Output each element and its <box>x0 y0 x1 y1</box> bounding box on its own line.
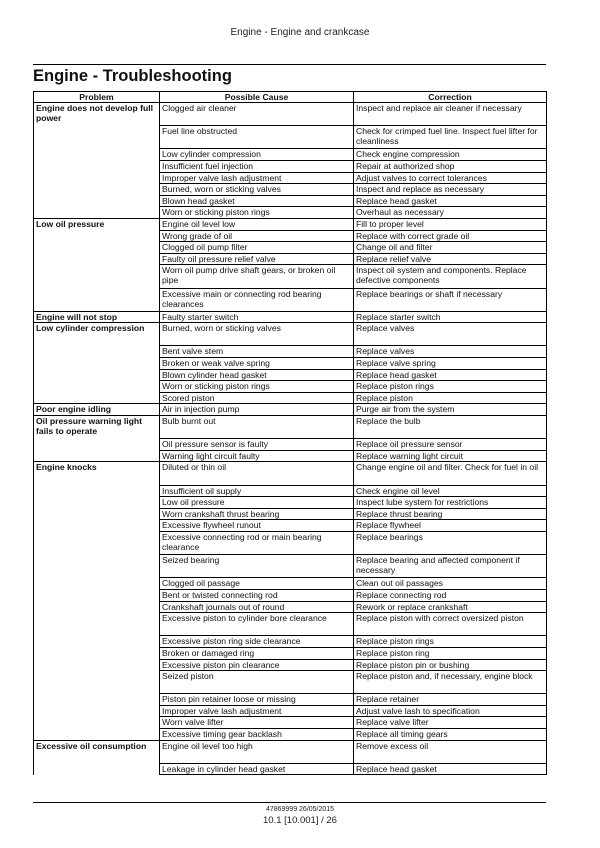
correction-cell: Clean out oil passages <box>354 578 547 590</box>
cause-cell: Bulb burnt out <box>160 416 354 439</box>
problem-cell: Low cylinder compression <box>34 323 160 404</box>
cause-cell: Low cylinder compression <box>160 149 354 161</box>
problem-cell: Oil pressure warning light fails to operate <box>34 416 160 462</box>
correction-cell: Replace with correct grade oil <box>354 230 547 242</box>
cause-cell: Piston pin retainer loose or missing <box>160 694 354 706</box>
correction-cell: Replace piston rings <box>354 381 547 393</box>
correction-cell: Replace all timing gears <box>354 729 547 741</box>
correction-cell: Check engine compression <box>354 149 547 161</box>
correction-cell: Replace connecting rod <box>354 589 547 601</box>
correction-cell: Replace relief valve <box>354 253 547 265</box>
section-title: Engine - Troubleshooting <box>33 67 232 85</box>
correction-cell: Replace head gasket <box>354 195 547 207</box>
cause-cell: Diluted or thin oil <box>160 462 354 485</box>
cause-cell: Faulty oil pressure relief valve <box>160 253 354 265</box>
cause-cell: Worn oil pump drive shaft gears, or broken oil pipe <box>160 265 354 288</box>
problem-cell: Engine does not develop full power <box>34 103 160 219</box>
cause-cell: Warning light circuit faulty <box>160 450 354 462</box>
cause-cell: Scored piston <box>160 392 354 404</box>
footer-page-number: 10.1 [10.001] / 26 <box>263 815 337 826</box>
cause-cell: Improper valve lash adjustment <box>160 172 354 184</box>
cause-cell: Worn valve lifter <box>160 717 354 729</box>
cause-cell: Low oil pressure <box>160 497 354 509</box>
table-body <box>34 103 547 775</box>
correction-cell: Remove excess oil <box>354 740 547 763</box>
cause-cell: Excessive piston ring side clearance <box>160 636 354 648</box>
correction-cell: Replace head gasket <box>354 369 547 381</box>
cause-cell: Faulty starter switch <box>160 311 354 323</box>
cause-cell: Insufficient fuel injection <box>160 160 354 172</box>
running-header: Engine - Engine and crankcase <box>230 27 370 38</box>
correction-cell: Inspect lube system for restrictions <box>354 497 547 509</box>
correction-cell: Change engine oil and filter. Check for fuel in oil <box>354 462 547 485</box>
header-rule <box>33 64 546 65</box>
correction-cell: Replace bearing and affected component if necessary <box>354 555 547 578</box>
correction-cell: Check for crimped fuel line. Inspect fuel lifter for cleanliness <box>354 126 547 149</box>
correction-cell: Replace bearings <box>354 531 547 554</box>
correction-cell: Check engine oil level <box>354 485 547 497</box>
cause-cell: Improper valve lash adjustment <box>160 705 354 717</box>
header-problem: Problem <box>34 92 160 103</box>
table-row <box>34 103 547 126</box>
cause-cell: Excessive piston to cylinder bore clearance <box>160 613 354 636</box>
cause-cell: Blown cylinder head gasket <box>160 369 354 381</box>
cause-cell: Excessive piston pin clearance <box>160 659 354 671</box>
table-row <box>34 323 547 346</box>
cause-cell: Broken or weak valve spring <box>160 358 354 370</box>
correction-cell: Replace the bulb <box>354 416 547 439</box>
correction-cell: Replace retainer <box>354 694 547 706</box>
correction-cell: Adjust valve lash to specification <box>354 705 547 717</box>
cause-cell: Seized piston <box>160 671 354 694</box>
table-header-row <box>34 92 547 103</box>
correction-cell: Repair at authorized shop <box>354 160 547 172</box>
problem-cell: Engine will not stop <box>34 311 160 323</box>
cause-cell: Worn crankshaft thrust bearing <box>160 508 354 520</box>
cause-cell: Fuel line obstructed <box>160 126 354 149</box>
troubleshooting-table <box>33 91 547 775</box>
correction-cell: Replace head gasket <box>354 763 547 775</box>
correction-cell: Replace oil pressure sensor <box>354 439 547 451</box>
cause-cell: Air in injection pump <box>160 404 354 416</box>
correction-cell: Replace piston pin or bushing <box>354 659 547 671</box>
cause-cell: Worn or sticking piston rings <box>160 207 354 219</box>
cause-cell: Engine oil level low <box>160 218 354 230</box>
correction-cell: Rework or replace crankshaft <box>354 601 547 613</box>
correction-cell: Replace flywheel <box>354 520 547 532</box>
cause-cell: Broken or damaged ring <box>160 647 354 659</box>
correction-cell: Adjust valves to correct tolerances <box>354 172 547 184</box>
correction-cell: Purge air from the system <box>354 404 547 416</box>
cause-cell: Leakage in cylinder head gasket <box>160 763 354 775</box>
correction-cell: Replace thrust bearing <box>354 508 547 520</box>
cause-cell: Burned, worn or sticking valves <box>160 184 354 196</box>
cause-cell: Bent or twisted connecting rod <box>160 589 354 601</box>
table-row <box>34 416 547 439</box>
correction-cell: Replace piston rings <box>354 636 547 648</box>
correction-cell: Overhaul as necessary <box>354 207 547 219</box>
problem-cell: Excessive oil consumption <box>34 740 160 775</box>
cause-cell: Excessive flywheel runout <box>160 520 354 532</box>
correction-cell: Change oil and filter <box>354 242 547 254</box>
table-row <box>34 218 547 230</box>
header-possible-cause: Possible Cause <box>160 92 354 103</box>
cause-cell: Excessive main or connecting rod bearing clearances <box>160 288 354 311</box>
correction-cell: Inspect and replace as necessary <box>354 184 547 196</box>
header-correction: Correction <box>354 92 547 103</box>
correction-cell: Replace bearings or shaft if necessary <box>354 288 547 311</box>
correction-cell: Replace valve lifter <box>354 717 547 729</box>
correction-cell: Replace valve spring <box>354 358 547 370</box>
cause-cell: Excessive connecting rod or main bearing clearance <box>160 531 354 554</box>
correction-cell: Replace warning light circuit <box>354 450 547 462</box>
problem-cell: Poor engine idling <box>34 404 160 416</box>
correction-cell: Replace piston and, if necessary, engine block <box>354 671 547 694</box>
correction-cell: Replace piston ring <box>354 647 547 659</box>
cause-cell: Bent valve stem <box>160 346 354 358</box>
correction-cell: Replace piston with correct oversized piston <box>354 613 547 636</box>
table-row <box>34 311 547 323</box>
correction-cell: Replace valves <box>354 323 547 346</box>
correction-cell: Replace starter switch <box>354 311 547 323</box>
cause-cell: Seized bearing <box>160 555 354 578</box>
table-row <box>34 740 547 763</box>
cause-cell: Clogged oil pump filter <box>160 242 354 254</box>
table-row <box>34 404 547 416</box>
cause-cell: Excessive timing gear backlash <box>160 729 354 741</box>
correction-cell: Inspect oil system and components. Replace defective components <box>354 265 547 288</box>
problem-cell: Low oil pressure <box>34 218 160 311</box>
correction-cell: Inspect and replace air cleaner if necessary <box>354 103 547 126</box>
footer-rule <box>33 802 546 803</box>
cause-cell: Crankshaft journals out of round <box>160 601 354 613</box>
cause-cell: Engine oil level too high <box>160 740 354 763</box>
cause-cell: Burned, worn or sticking valves <box>160 323 354 346</box>
cause-cell: Oil pressure sensor is faulty <box>160 439 354 451</box>
footer-document-code: 47869999 26/05/2015 <box>265 806 335 813</box>
cause-cell: Insufficient oil supply <box>160 485 354 497</box>
cause-cell: Worn or sticking piston rings <box>160 381 354 393</box>
problem-cell: Engine knocks <box>34 462 160 740</box>
cause-cell: Clogged air cleaner <box>160 103 354 126</box>
correction-cell: Replace valves <box>354 346 547 358</box>
correction-cell: Fill to proper level <box>354 218 547 230</box>
cause-cell: Blown head gasket <box>160 195 354 207</box>
correction-cell: Replace piston <box>354 392 547 404</box>
cause-cell: Wrong grade of oil <box>160 230 354 242</box>
table-row <box>34 462 547 485</box>
cause-cell: Clogged oil passage <box>160 578 354 590</box>
